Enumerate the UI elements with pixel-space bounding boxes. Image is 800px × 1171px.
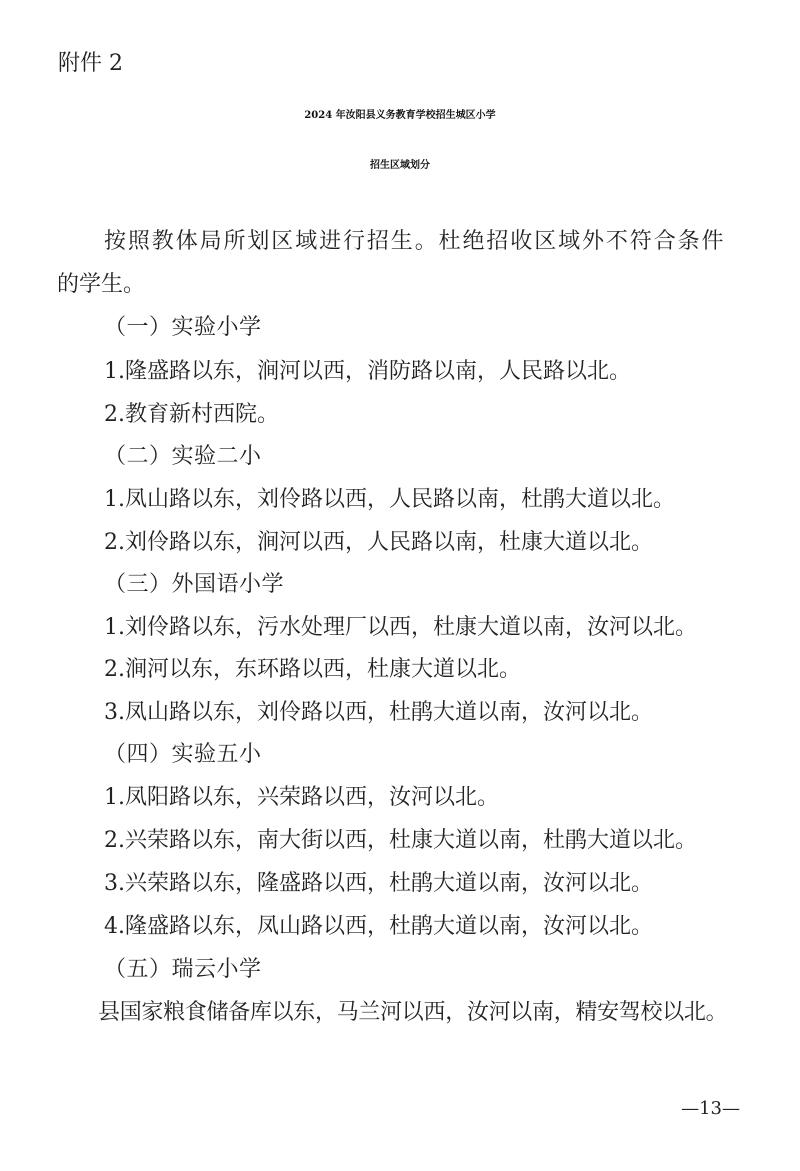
- attachment-label: 附件 2: [58, 51, 123, 76]
- section-heading-experimental-second: （二）实验二小: [104, 444, 262, 469]
- section-heading-ruiyun: （五）瑞云小学: [104, 957, 262, 982]
- zone-item: 2.刘伶路以东，涧河以西，人民路以南，杜康大道以北。: [104, 530, 653, 555]
- zone-item: 4.隆盛路以东，凤山路以西，杜鹃大道以南，汝河以北。: [104, 914, 653, 939]
- zone-item: 1.刘伶路以东，污水处理厂以西，杜康大道以南，汝河以北。: [104, 615, 697, 640]
- zone-item: 1.隆盛路以东，涧河以西，消防路以南，人民路以北。: [104, 359, 631, 384]
- zone-item: 1.凤山路以东，刘伶路以西，人民路以南，杜鹃大道以北。: [104, 487, 675, 512]
- zone-item: 3.兴荣路以东，隆盛路以西，杜鹃大道以南，汝河以北。: [104, 871, 653, 896]
- zone-item: 2.兴荣路以东，南大街以西，杜康大道以南，杜鹃大道以北。: [104, 828, 697, 853]
- section-heading-experimental-fifth: （四）实验五小: [104, 742, 262, 767]
- zone-item: 2.教育新村西院。: [104, 402, 279, 427]
- zone-item: 1.凤阳路以东，兴荣路以西，汝河以北。: [104, 785, 499, 810]
- document-title-line-1: 2024 年汝阳县义务教育学校招生城区小学: [304, 110, 496, 121]
- zone-item: 2.涧河以东，东环路以西，杜康大道以北。: [104, 657, 521, 682]
- section-heading-experimental-primary: （一）实验小学: [104, 315, 262, 340]
- page-number: —13—: [681, 1098, 740, 1119]
- zone-item: 县国家粮食储备库以东，马兰河以西，汝河以南，精安驾校以北。: [98, 1000, 728, 1025]
- intro-paragraph-line-2: 的学生。: [57, 272, 146, 297]
- section-heading-foreign-language: （三）外国语小学: [104, 572, 285, 597]
- intro-paragraph-line-1: 按照教体局所划区域进行招生。杜绝招收区域外不符合条件: [104, 229, 726, 254]
- document-title-line-2: 招生区域划分: [370, 160, 430, 171]
- zone-item: 3.凤山路以东，刘伶路以西，杜鹃大道以南，汝河以北。: [104, 700, 653, 725]
